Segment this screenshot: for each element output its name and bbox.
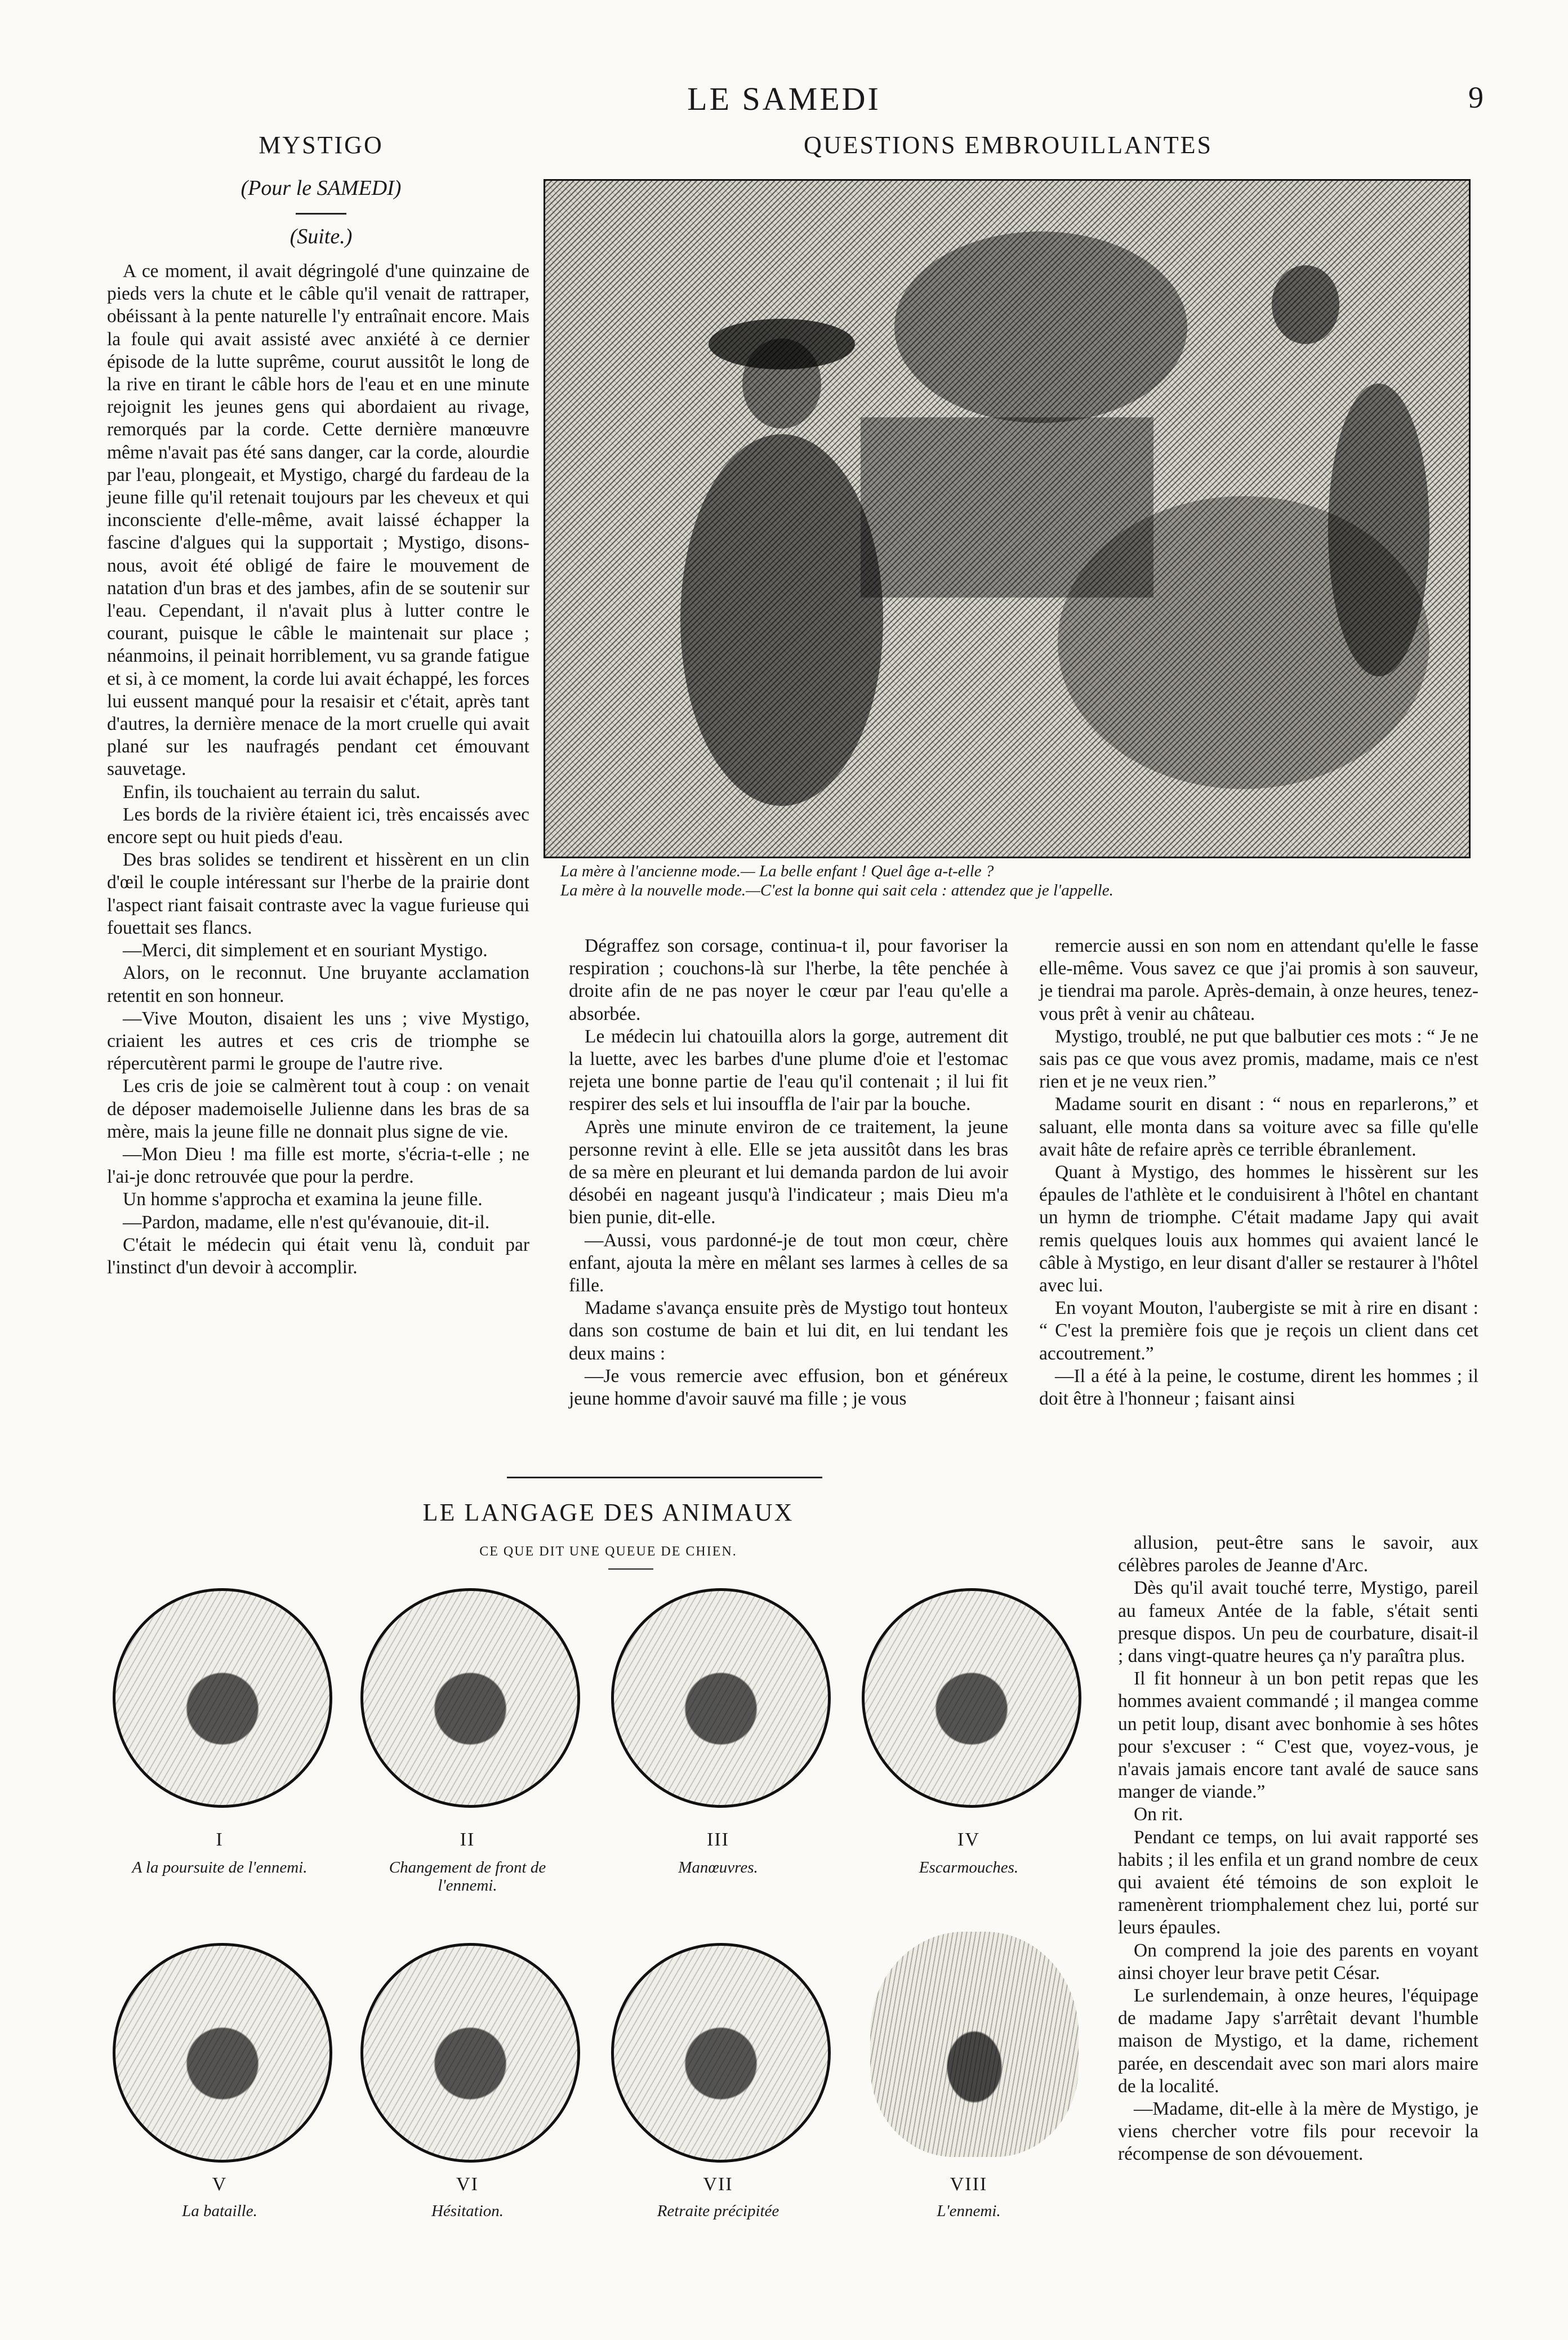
engraving-figures <box>545 181 1469 857</box>
dog-tail-illustration-iv <box>862 1588 1081 1808</box>
paragraph: Madame s'avança ensuite près de Mystigo tout honteux dans son costume de bain et lui dit, en lui tendant les deux mains : <box>569 1298 1008 1364</box>
paragraph: Enfin, ils touchaient au terrain du salut. <box>123 781 421 803</box>
paragraph: Après une minute environ de ce traitement, la jeune personne revint à elle. Elle se jeta aussitôt dans les bras de sa mère en pleurant et lui demanda pardon de lui avoir désobéi en nageant jusqu'à l'indicateur ; mais Dieu m'a bien punie, dit-elle. <box>569 1116 1008 1228</box>
paragraph: Les bords de la rivière étaient ici, très encaissés avec encore sept ou huit pieds d'eau. <box>107 804 529 848</box>
medallion-number: III <box>707 1829 729 1850</box>
medallion-number: V <box>212 2174 228 2195</box>
section-rule <box>507 1477 822 1478</box>
page-number: 9 <box>1468 81 1484 114</box>
paragraph: —Mon Dieu ! ma fille est morte, s'écria-t-elle ; ne l'ai-je donc retrouvée que pour la perdre. <box>107 1143 529 1188</box>
dog-tail-illustration-vi <box>360 1943 580 2163</box>
paragraph: Des bras solides se tendirent et hissèrent en un clin d'œil le couple intéressant sur l'herbe de la prairie dont l'aspect riant faisait contraste avec la vague furieuse qui fouettait ses flancs. <box>107 849 529 938</box>
paragraph: En voyant Mouton, l'aubergiste se mit à rire en disant : “ C'est la première fois que je reçois un client dans cet accoutrement.” <box>1039 1298 1478 1364</box>
paragraph: —Vive Mouton, disaient les uns ; vive Mystigo, criaient les autres et ces cris de triomphe se répercutèrent parmi le groupe de l'autre rive. <box>107 1008 529 1075</box>
paragraph: Dégraffez son corsage, continua-t il, pour favoriser la respiration ; couchons-là sur l'herbe, la tête penchée à droite afin de ne pas noyer le cœur par l'eau qu'elle a absorbée. <box>569 935 1008 1024</box>
paragraph: Mystigo, troublé, ne put que balbutier ces mots : “ Je ne sais pas ce que vous avez promis, madame, mais ce n'est rien et je ne veux rien.” <box>1039 1026 1478 1093</box>
medallion-caption: Hésitation. <box>431 2202 504 2220</box>
medallion-number: I <box>216 1829 224 1850</box>
paragraph: On rit. <box>1134 1804 1183 1825</box>
questions-title: QUESTIONS EMBROUILLANTES <box>804 131 1213 159</box>
cat-face-illustration <box>870 1932 1079 2157</box>
mystigo-title: MYSTIGO <box>259 131 384 159</box>
paragraph: Quant à Mystigo, des hommes le hissèrent sur les épaules de l'athlète et le conduisirent à l'hôtel en chantant un hymn de triomphe. C'était madame Japy qui avait remis quelques louis aux hommes qui avaient lancé le câble à Mystigo, en leur disant d'aller se restaurer à l'hôtel avec lui. <box>1039 1162 1478 1296</box>
medallion-number: VII <box>703 2174 733 2195</box>
article-column-3-continued <box>1118 1532 1478 2166</box>
paragraph: —Il a été à la peine, le costume, dirent les hommes ; il doit être à l'honneur ; faisant ainsi <box>1039 1365 1478 1410</box>
paragraph: C'était le médecin qui était venu là, conduit par l'instinct d'un devoir à accomplir. <box>107 1234 529 1278</box>
caption-line-2: La mère à la nouvelle mode.—C'est la bonne qui sait cela : attendez que je l'appelle. <box>560 881 1113 899</box>
medallion-number: IV <box>957 1829 980 1850</box>
dog-tail-illustration-i <box>113 1588 332 1808</box>
langage-subtitle: CE QUE DIT UNE QUEUE DE CHIEN. <box>479 1544 737 1559</box>
paragraph: remercie aussi en son nom en attendant qu'elle le fasse elle-même. Vous savez ce que j'ai promis à son sauveur, je tiendrai ma parole. Après-demain, à onze heures, tenez-vous prêt à venir au château. <box>1039 935 1478 1024</box>
paragraph: Un homme s'approcha et examina la jeune fille. <box>123 1189 483 1210</box>
medallion-caption: Changement de front de l'ennemi. <box>389 1858 546 1895</box>
medallion-caption: A la poursuite de l'ennemi. <box>132 1858 308 1877</box>
paragraph: Madame sourit en disant : “ nous en reparlerons,” et saluant, elle monta dans sa voiture avec sa fille qu'elle avait hâte de refaire après ce terrible ébranlement. <box>1039 1094 1478 1160</box>
illustration-caption <box>560 862 1473 900</box>
paragraph: On comprend la joie des parents en voyant ainsi choyer leur brave petit César. <box>1118 1940 1478 1984</box>
mystigo-suite: (Suite.) <box>289 225 353 248</box>
paragraph: Pendant ce temps, on lui avait rapporté ses habits ; il les enfila et un grand nombre de ceux qui avaient été témoins de son exploit le ramenèrent triomphalement chez lui, porté sur leurs épaules. <box>1118 1826 1478 1938</box>
dog-tail-illustration-ii <box>360 1588 580 1808</box>
dog-tail-illustration-vii <box>611 1943 831 2163</box>
medallion-caption: Manœuvres. <box>678 1858 758 1877</box>
subtitle-rule <box>608 1568 653 1570</box>
medallion-number: VIII <box>950 2174 988 2195</box>
engraving-illustration <box>544 179 1471 858</box>
paragraph: Il fit honneur à un bon petit repas que les hommes avaient commandé ; il mangea comme un petit loup, disant avec bonhomie à ses hôtes pour s'excuser : “ C'est que, voyez-vous, je n'avais jamais encore tant avalé de sauce sans manger de viande.” <box>1118 1668 1478 1803</box>
paragraph: Dès qu'il avait touché terre, Mystigo, pareil au fameux Antée de la fable, s'était senti presque dispos. Un peu de courbature, disait-il ; dans vingt-quatre heures ça n'y paraîtra plus. <box>1118 1577 1478 1667</box>
medallion-number: II <box>460 1829 475 1850</box>
medallion-caption: Retraite précipitée <box>657 2202 779 2220</box>
article-column-3 <box>1039 935 1478 1410</box>
article-column-1 <box>107 260 529 1279</box>
dog-tail-illustration-v <box>113 1943 332 2163</box>
paragraph: Le surlendemain, à onze heures, l'équipage de madame Japy s'arrêtait devant l'humble maison de Mystigo, et la dame, richement parée, en descendait avec son mari alors maire de la localité. <box>1118 1985 1478 2097</box>
medallion-number: VI <box>456 2174 479 2195</box>
paragraph: allusion, peut-être sans le savoir, aux célèbres paroles de Jeanne d'Arc. <box>1118 1532 1478 1576</box>
paragraph: —Madame, dit-elle à la mère de Mystigo, je viens chercher votre fils pour recevoir la récompense de son dévouement. <box>1118 2098 1478 2165</box>
article-column-2 <box>569 935 1008 1410</box>
paragraph: —Je vous remercie avec effusion, bon et généreux jeune homme d'avoir sauvé ma fille ; je vous <box>569 1365 1008 1410</box>
paragraph: —Merci, dit simplement et en souriant Mystigo. <box>123 940 488 961</box>
paragraph: Les cris de joie se calmèrent tout à coup : on venait de déposer mademoiselle Julienne dans les bras de sa mère, mais la jeune fille ne donnait plus signe de vie. <box>107 1076 529 1142</box>
caption-line-1: La mère à l'ancienne mode.— La belle enfant ! Quel âge a-t-elle ? <box>560 862 994 880</box>
title-rule <box>296 213 346 215</box>
masthead-title: LE SAMEDI <box>687 81 881 117</box>
dog-tail-illustration-iii <box>611 1588 831 1808</box>
paragraph: Le médecin lui chatouilla alors la gorge, autrement dit la luette, avec les barbes d'une plume d'oie et l'estomac rejeta une bonne partie de l'eau qu'il contenait ; il lui fit respirer des sels et lui insouffla de l'air par la bouche. <box>569 1026 1008 1115</box>
medallion-caption: Escarmouches. <box>919 1858 1019 1877</box>
paragraph: A ce moment, il avait dégringolé d'une quinzaine de pieds vers la chute et le câble qu'il venait de rattraper, obéissant à la pente naturelle l'y entraînait encore. Mais la foule qui avait assisté avec anxiété à ce dernier épisode de la lutte suprême, courut aussitôt le long de la rive en tirant le câble hors de l'eau et en une minute rejoignit les jeunes gens qui abordaient au rivage, remorqués par la corde. Cette dernière manœuvre même n'avait pas été sans danger, car la corde, alourdie par l'eau, plongeait, et Mystigo, chargé du fardeau de la jeune fille qu'il retenait toujours par les cheveux et qui inconsciente d'elle-même, avait laissé échapper la fascine d'algues qui la supportait ; Mystigo, disons-nous, avoit été obligé de faire le mouvement de natation d'un bras et des jambes, afin de se soutenir sur l'eau. Cependant, il n'avait plus à lutter contre le courant, puisque le câble le maintenait sur place ; néanmoins, il peinait horriblement, vu sa grande fatigue et si, à ce moment, la corde lui avait échappé, les forces lui eussent manqué pour la resaisir et c'était, après tant d'autres, la dernière menace de la mort cruelle qui avait plané sur les naufragés pendant cet émouvant sauvetage. <box>107 261 529 780</box>
paragraph: Alors, on le reconnut. Une bruyante acclamation retentit en son honneur. <box>107 962 529 1006</box>
medallion-caption: La bataille. <box>182 2202 257 2220</box>
langage-title: LE LANGAGE DES ANIMAUX <box>422 1499 794 1526</box>
mystigo-byline: (Pour le SAMEDI) <box>240 176 402 200</box>
medallion-caption: L'ennemi. <box>937 2202 1001 2220</box>
paragraph: —Pardon, madame, elle n'est qu'évanouie, dit-il. <box>123 1211 490 1233</box>
paragraph: —Aussi, vous pardonné-je de tout mon cœur, chère enfant, ajouta la mère en mêlant ses larmes à celles de sa fille. <box>569 1229 1008 1296</box>
